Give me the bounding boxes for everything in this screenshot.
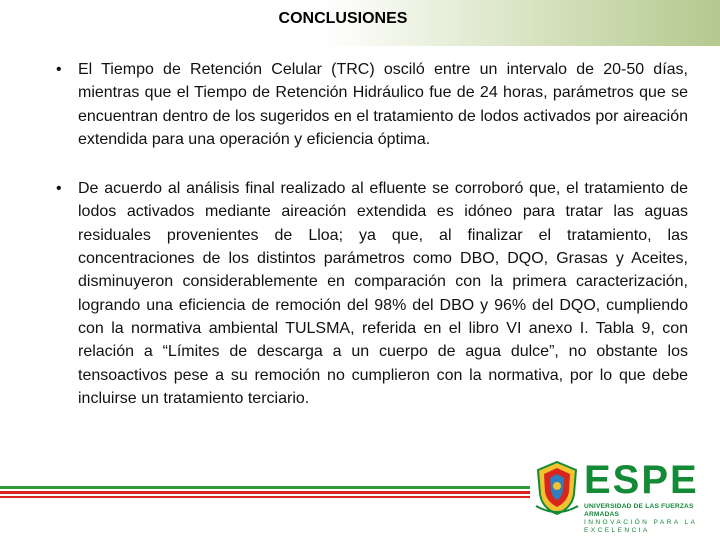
list-item: [50, 177, 688, 410]
list-item: [50, 58, 688, 151]
bullet-marker: •: [56, 180, 62, 198]
university-emblem-icon: [534, 460, 580, 516]
espe-tagline-2: INNOVACIÓN PARA LA EXCELENCIA: [584, 519, 697, 534]
footer-green-line: [0, 486, 530, 489]
bullet-text: El Tiempo de Retención Celular (TRC) osciló entre un intervalo de 20-50 días, mientras que el Tiempo de Retención Hidráulico fue de 24 horas, parámetros que se encuentran dentro de los sugeridos en el tratamiento de lodos activados por aireación extendida para una operación y eficiencia óptima.: [78, 61, 688, 148]
espe-wordmark: [584, 460, 716, 535]
footer-red-line: [0, 491, 530, 494]
page-title: CONCLUSIONES: [278, 10, 408, 27]
bullet-text: De acuerdo al análisis final realizado al efluente se corroboró que, el tratamiento de lodos activados mediante aireación extendida es idóneo para tratar las aguas residuales provenientes de Lloa; ya que, al finalizar el tratamiento, las concentraciones de los distintos parámetros como DBO, DQO, Grasas y Aceites, disminuyeron considerablemente en comparación con la primera caracterización, logrando una eficiencia de remoción del 98% del DBO y 96% del DQO, cumpliendo con la normativa ambiental TULSMA, referida en el libro VI anexo I. Tabla 9, con relación a “Límites de descarga a un cuerpo de agua dulce”, no obstante los tensoactivos pese a su remoción no cumplieron con la normativa, por lo que debe incluirse un tratamiento terciario.: [78, 180, 688, 407]
footer-divider-lines: [0, 486, 530, 500]
espe-logo: [532, 458, 716, 534]
espe-logo-text: ESPE: [584, 458, 699, 502]
bullet-marker: •: [56, 61, 62, 78]
conclusions-list: [50, 58, 688, 436]
espe-tagline-1: UNIVERSIDAD DE LAS FUERZAS ARMADAS: [584, 503, 694, 518]
footer-red-line-thin: [0, 496, 530, 498]
